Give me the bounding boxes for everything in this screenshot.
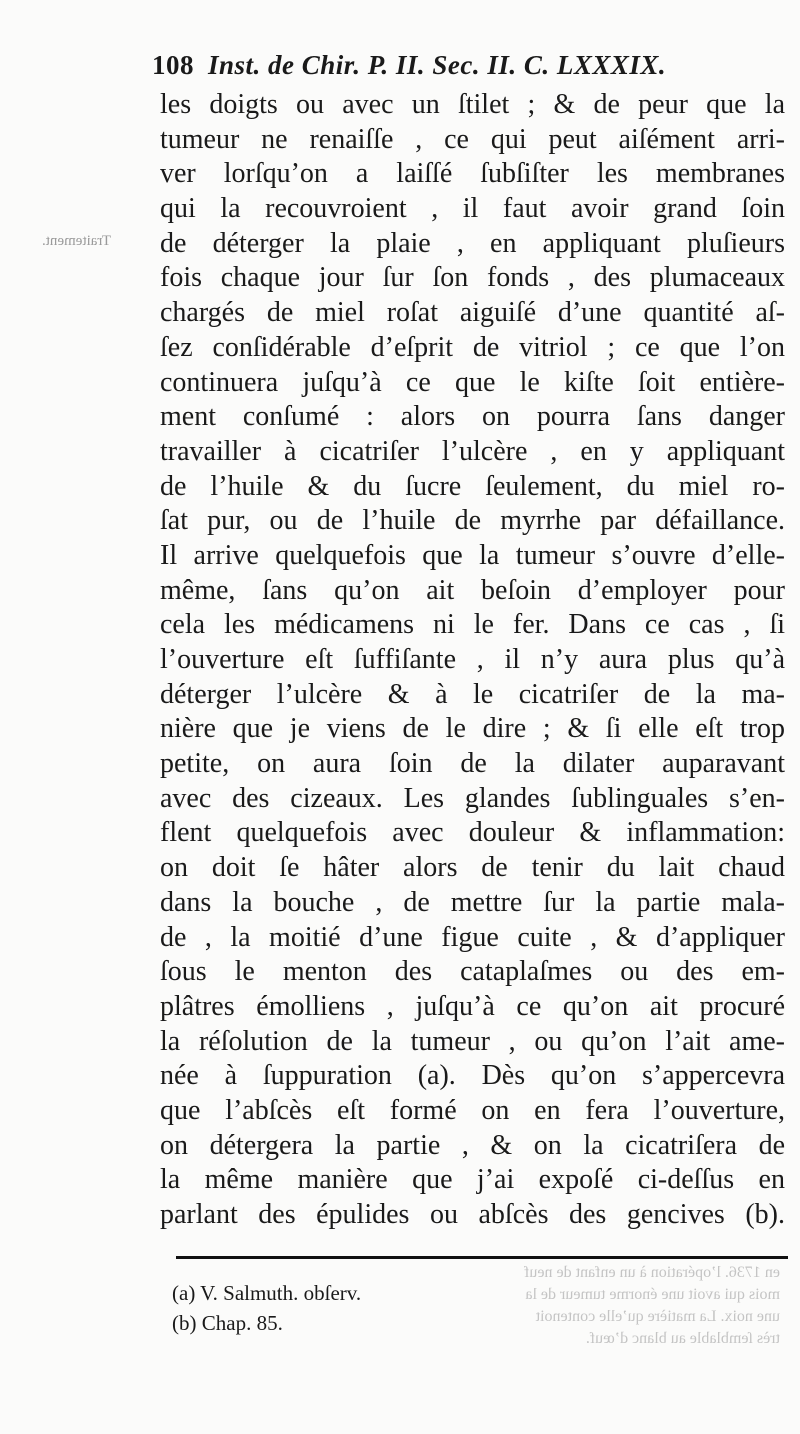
text-line: ment conſumé : alors on pourra ſans danger (160, 401, 785, 433)
text-line: ſous le menton des cataplaſmes ou des em- (160, 956, 785, 988)
text-line: on doit ſe hâter alors de tenir du lait chaud (160, 852, 785, 884)
text-line: tumeur ne renaiſſe , ce qui peut aiſément arri- (160, 123, 785, 155)
text-line: nière que je viens de le dire ; & ſi elle eſt trop (160, 713, 785, 745)
bleed-line: en 1736. l’opération à un enfant de neuf (524, 1264, 780, 1281)
text-line: cela les médicamens ni le fer. Dans ce cas , ſi (160, 609, 785, 641)
running-head (152, 50, 762, 90)
footnote-b: (b) Chap. 85. (172, 1311, 283, 1335)
text-line: fois chaque jour ſur ſon fonds , des plumaceaux (160, 262, 785, 294)
text-line: les doigts ou avec un ſtilet ; & de peur que la (160, 89, 785, 120)
text-line: née à ſuppuration (a). Dès qu’on s’appercevra (160, 1060, 785, 1092)
text-line: ſez conſidérable d’eſprit de vitriol ; ce que l’on (160, 331, 785, 363)
text-line: parlant des épulides ou abſcès des gencives (b). (160, 1199, 785, 1230)
text-line: de , la moitié d’une figue cuite , & d’appliquer (160, 921, 785, 953)
text-line: petite, on aura ſoin de la dilater auparavant (160, 748, 785, 780)
text-line: ſat pur, ou de l’huile de myrrhe par défaillance. (160, 505, 785, 537)
bleed-line: une noix. La matière qu’elle contenoit (535, 1308, 780, 1325)
page-number: 108 (152, 50, 194, 80)
text-line: même, ſans qu’on ait beſoin d’employer pour (160, 574, 785, 606)
text-line: ver lorſqu’on a laiſſé ſubſiſter les membranes (160, 158, 785, 190)
bleed-line: très ſemblable au blanc d’œuf. (585, 1330, 780, 1347)
text-line: dans la bouche , de mettre ſur la partie mala- (160, 886, 785, 918)
text-line: avec des cizeaux. Les glandes ſublinguales s’en- (160, 782, 785, 814)
margin-note-bleed: Traitement. (42, 233, 112, 249)
text-line: la réſolution de la tumeur , ou qu’on l’ait ame- (160, 1025, 785, 1057)
text-line: l’ouverture eſt ſuffiſante , il n’y aura plus qu’à (160, 644, 785, 675)
text-line: Il arrive quelquefois que la tumeur s’ouvre d’elle- (160, 539, 785, 571)
text-line: qui la recouvroient , il faut avoir grand ſoin (160, 193, 785, 225)
text-line: flent quelquefois avec douleur & inflammation: (160, 817, 785, 849)
body-text (160, 88, 785, 1233)
text-line: continuera juſqu’à ce que le kiſte ſoit entière- (160, 366, 785, 398)
text-line: travailler à cicatriſer l’ulcère , en y appliquant (160, 435, 785, 467)
footnotes (172, 1278, 572, 1338)
text-line: de l’huile & du ſucre ſeulement, du miel ro- (160, 470, 785, 502)
text-line: plâtres émolliens , juſqu’à ce qu’on ait procuré (160, 990, 785, 1022)
text-line: déterger l’ulcère & à le cicatriſer de la ma- (160, 678, 785, 710)
running-title: Inst. de Chir. P. II. Sec. II. C. LXXXIX. (208, 50, 667, 80)
text-line: que l’abſcès eſt formé on en fera l’ouverture, (160, 1094, 785, 1126)
text-line: de déterger la plaie , en appliquant pluſieurs (160, 227, 785, 259)
footnote-a: (a) V. Salmuth. obſerv. (172, 1281, 362, 1305)
text-line: chargés de miel roſat aiguiſé d’une quantité aſ- (160, 297, 785, 329)
footnote-rule (176, 1256, 788, 1259)
text-line: la même manière que j’ai expoſé ci-deſſus en (160, 1164, 785, 1196)
bleed-line: mois qui avoit une énorme tumeur de la (525, 1286, 780, 1303)
text-line: on détergera la partie , & on la cicatriſera de (160, 1129, 785, 1161)
